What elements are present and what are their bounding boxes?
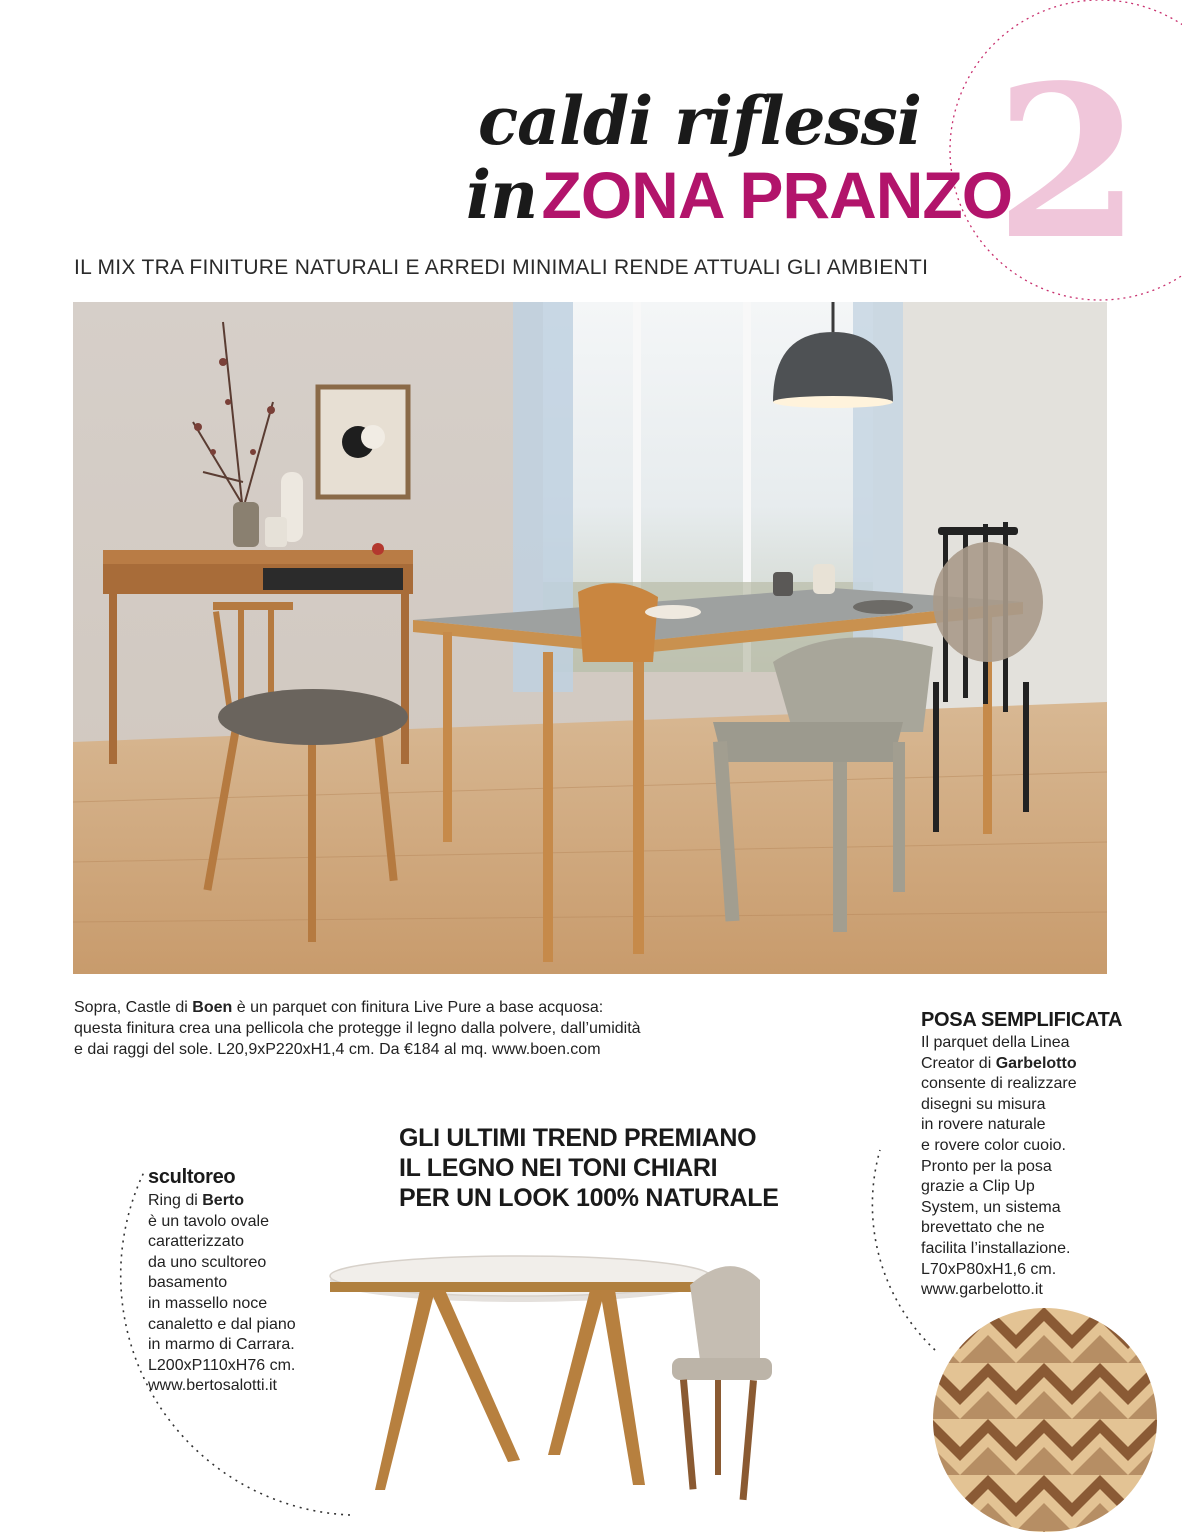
side-line: e rovere color cuoio. — [921, 1136, 1066, 1154]
side-line: www.garbelotto.it — [921, 1281, 1043, 1299]
side-line-2-brand: Garbelotto — [995, 1054, 1077, 1072]
section-number: 2 — [995, 39, 1142, 286]
caption-line-3: e dai raggi del sole. L20,9xP220xH1,4 cm. Da €184 al mq. www.boen.com — [74, 1041, 601, 1058]
side-line-2 — [921, 1054, 1111, 1075]
left-line: L200xP110xH76 cm. — [148, 1356, 296, 1374]
left-line: in marmo di Carrara. — [148, 1336, 295, 1354]
left-line: basamento — [148, 1274, 228, 1292]
caption-line-1 — [74, 997, 734, 1018]
left-line-1 — [148, 1191, 318, 1212]
caption-prefix: Sopra, Castle di — [74, 999, 193, 1016]
caption-text-1: è un parquet con finitura Live Pure a base acquosa: — [232, 999, 604, 1016]
side-line: facilita l’installazione. — [921, 1239, 1071, 1257]
title-zone-pranzo: ZONA PRANZO — [541, 158, 1013, 232]
left-line: in massello noce — [148, 1294, 268, 1312]
left-body — [148, 1191, 318, 1397]
main-caption — [74, 997, 734, 1060]
quote-line: PER UN LOOK 100% NATURALE — [399, 1184, 779, 1212]
left-line: è un tavolo ovale — [148, 1212, 269, 1230]
left-line: caratterizzato — [148, 1233, 245, 1251]
side-line-2-prefix: Creator di — [921, 1054, 996, 1072]
side-line: grazie a Clip Up — [921, 1178, 1035, 1196]
side-line: Pronto per la posa — [921, 1157, 1052, 1175]
left-line-1-prefix: Ring di — [148, 1192, 203, 1209]
side-line: brevettato che ne — [921, 1219, 1045, 1237]
parquet-sample-image — [932, 1307, 1158, 1533]
subtitle: IL MIX TRA FINITURE NATURALI E ARREDI MINIMALI RENDE ATTUALI GLI AMBIENTI — [74, 256, 929, 279]
caption-line-2: questa finitura crea una pellicola che protegge il legno dalla polvere, dall’umidità — [74, 1020, 641, 1037]
side-heading: POSA SEMPLIFICATA — [921, 1009, 1123, 1031]
quote-line: GLI ULTIMI TREND PREMIANO — [399, 1124, 757, 1152]
title-script-line: caldi riflessi — [478, 82, 921, 160]
left-line: da uno scultoreo — [148, 1253, 267, 1271]
left-line-1-brand: Berto — [202, 1192, 245, 1209]
side-line: L70xP80xH1,6 cm. — [921, 1260, 1057, 1278]
title-line-2 — [466, 156, 1013, 234]
pull-quote — [399, 1123, 819, 1213]
side-line: in rovere naturale — [921, 1116, 1046, 1134]
quote-line: IL LEGNO NEI TONI CHIARI — [399, 1154, 718, 1182]
title-in: in — [466, 156, 538, 234]
side-line-1: Il parquet della Linea — [921, 1034, 1070, 1051]
side-body — [921, 1033, 1111, 1301]
left-line: canaletto e dal piano — [148, 1315, 296, 1333]
side-line: disegni su misura — [921, 1095, 1046, 1113]
left-line: www.bertosalotti.it — [148, 1377, 277, 1395]
left-heading: scultoreo — [148, 1166, 236, 1188]
caption-brand: Boen — [192, 999, 233, 1016]
side-line: System, un sistema — [921, 1198, 1061, 1216]
side-line: consente di realizzare — [921, 1075, 1077, 1093]
oval-table-image — [320, 1240, 840, 1530]
dining-room-photo — [73, 302, 1107, 974]
